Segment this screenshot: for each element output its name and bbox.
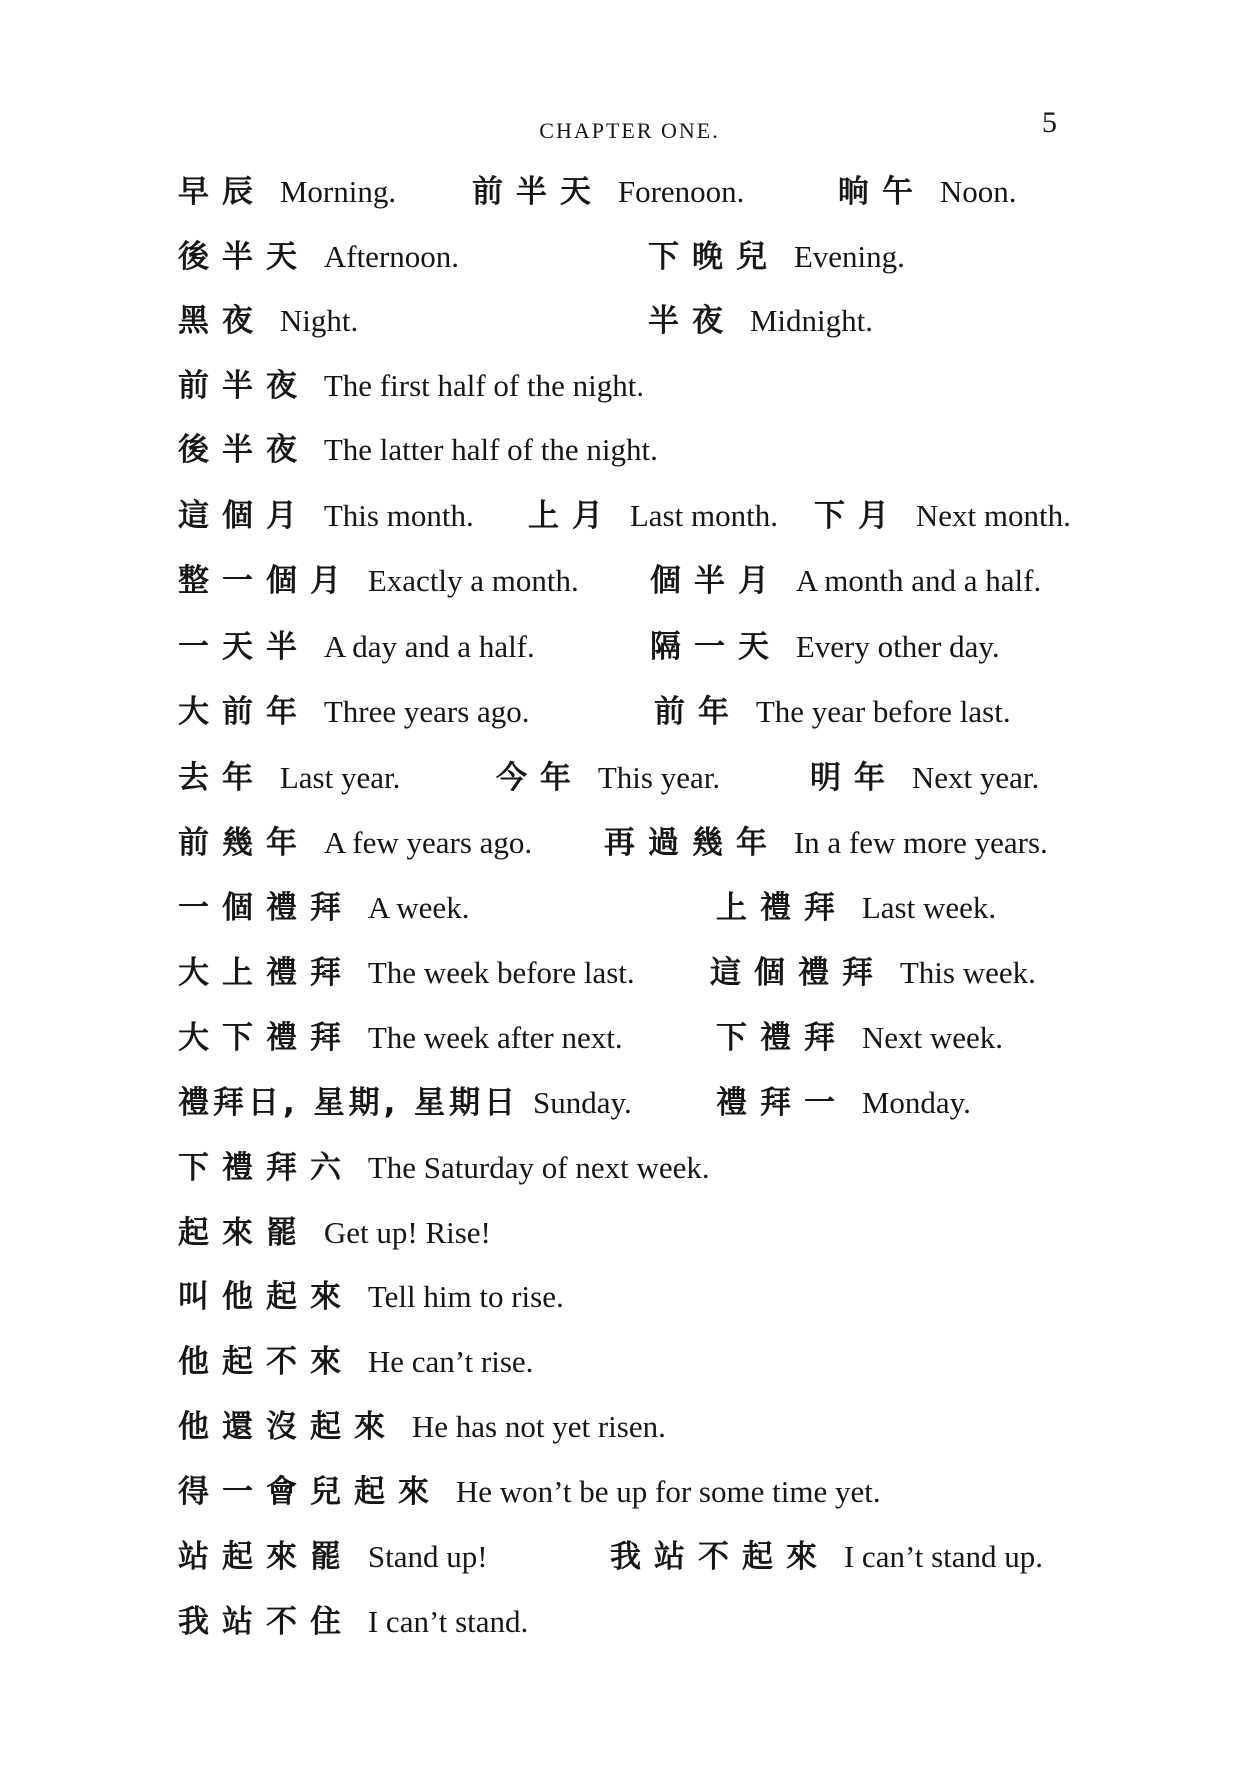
english-gloss: This month.	[323, 498, 474, 533]
vocab-entry	[178, 361, 644, 411]
chinese-term: 黑夜	[178, 303, 266, 339]
chinese-term: 站起來罷	[178, 1539, 354, 1575]
english-gloss: Morning.	[279, 174, 397, 209]
chinese-term: 下禮拜六	[178, 1150, 354, 1186]
vocab-entry	[178, 556, 579, 606]
chinese-term: 隔一天	[650, 629, 782, 665]
vocab-entry	[178, 167, 396, 217]
chinese-term: 明年	[810, 760, 898, 796]
english-gloss: In a few more years.	[793, 825, 1048, 860]
english-gloss: He has not yet risen.	[411, 1409, 666, 1444]
chinese-term: 我站不住	[178, 1604, 354, 1640]
chinese-term: 我站不起來	[610, 1539, 830, 1575]
vocab-entry	[650, 556, 1041, 606]
vocab-entry	[178, 1208, 491, 1258]
vocab-row	[0, 167, 1259, 217]
vocab-entry	[178, 232, 459, 282]
vocab-entry	[528, 491, 778, 541]
chinese-term: 一天半	[178, 629, 310, 665]
chinese-term: 整一個月	[178, 563, 354, 599]
chinese-term: 上禮拜	[716, 890, 848, 926]
english-gloss: Three years ago.	[323, 694, 530, 729]
vocab-row	[0, 1467, 1259, 1517]
vocab-entry	[178, 1597, 528, 1647]
vocab-row	[0, 1208, 1259, 1258]
vocab-entry	[178, 1402, 666, 1452]
vocab-entry	[178, 491, 474, 541]
english-gloss: Next month.	[915, 498, 1071, 533]
vocab-entry	[710, 948, 1036, 998]
page-number: 5	[1042, 106, 1057, 139]
vocab-entry	[178, 687, 530, 737]
english-gloss: Next year.	[911, 760, 1040, 795]
english-gloss: The week after next.	[367, 1020, 623, 1055]
chinese-term: 後半天	[178, 239, 310, 275]
chinese-term: 叫他起來	[178, 1279, 354, 1315]
english-gloss: Get up! Rise!	[323, 1215, 491, 1250]
chinese-term: 大上禮拜	[178, 955, 354, 991]
chinese-term: 前半天	[472, 174, 604, 210]
english-gloss: A week.	[367, 890, 470, 925]
chinese-term: 晌午	[838, 174, 926, 210]
vocab-entry	[604, 818, 1048, 868]
english-gloss: The latter half of the night.	[323, 432, 658, 467]
vocab-row	[0, 753, 1259, 803]
vocab-entry	[178, 1272, 564, 1322]
chinese-term: 今年	[496, 760, 584, 796]
english-gloss: A month and a half.	[795, 563, 1042, 598]
chinese-term: 禮拜日, 星期, 星期日	[178, 1085, 520, 1121]
english-gloss: Next week.	[861, 1020, 1004, 1055]
vocab-row	[0, 1337, 1259, 1387]
chinese-term: 得一會兒起來	[178, 1474, 442, 1510]
vocab-entry	[654, 687, 1011, 737]
english-gloss: Evening.	[793, 239, 905, 274]
vocab-row	[0, 948, 1259, 998]
vocab-row	[0, 361, 1259, 411]
vocab-row	[0, 491, 1259, 541]
vocab-row	[0, 296, 1259, 346]
vocab-row	[0, 556, 1259, 606]
vocab-row	[0, 1532, 1259, 1582]
chinese-term: 後半夜	[178, 432, 310, 468]
chinese-term: 他還沒起來	[178, 1409, 398, 1445]
vocab-entry	[610, 1532, 1043, 1582]
vocab-row	[0, 425, 1259, 475]
chinese-term: 大下禮拜	[178, 1020, 354, 1056]
english-gloss: Midnight.	[749, 303, 874, 338]
english-gloss: Forenoon.	[617, 174, 745, 209]
vocab-row	[0, 1078, 1259, 1128]
english-gloss: Last month.	[629, 498, 778, 533]
vocab-entry	[178, 1467, 881, 1517]
english-gloss: Afternoon.	[323, 239, 460, 274]
chinese-term: 他起不來	[178, 1344, 354, 1380]
english-gloss: He can’t rise.	[367, 1344, 534, 1379]
english-gloss: The year before last.	[755, 694, 1011, 729]
english-gloss: Monday.	[861, 1085, 971, 1120]
vocab-entry	[648, 232, 905, 282]
chinese-term: 這個禮拜	[710, 955, 886, 991]
chinese-term: 下月	[814, 498, 902, 534]
vocab-entry	[178, 883, 469, 933]
english-gloss: Sunday.	[533, 1085, 632, 1120]
vocab-entry	[716, 883, 996, 933]
vocab-entry	[178, 1143, 710, 1193]
english-gloss: The Saturday of next week.	[367, 1150, 710, 1185]
chinese-term: 前年	[654, 694, 742, 730]
chinese-term: 再過幾年	[604, 825, 780, 861]
english-gloss: Exactly a month.	[367, 563, 579, 598]
vocab-entry	[716, 1078, 971, 1128]
vocab-row	[0, 232, 1259, 282]
english-gloss: The week before last.	[367, 955, 635, 990]
english-gloss: I can’t stand.	[367, 1604, 529, 1639]
vocab-entry	[496, 753, 720, 803]
vocab-row	[0, 1272, 1259, 1322]
english-gloss: Night.	[279, 303, 359, 338]
english-gloss: He won’t be up for some time yet.	[455, 1474, 881, 1509]
chinese-term: 一個禮拜	[178, 890, 354, 926]
vocab-entry	[650, 622, 1000, 672]
english-gloss: Last week.	[861, 890, 997, 925]
running-head: CHAPTER ONE.	[539, 118, 720, 143]
vocab-row	[0, 818, 1259, 868]
chinese-term: 個半月	[650, 563, 782, 599]
vocab-entry	[810, 753, 1039, 803]
vocab-entry	[814, 491, 1071, 541]
vocab-entry	[178, 818, 532, 868]
vocab-row	[0, 883, 1259, 933]
english-gloss: A day and a half.	[323, 629, 535, 664]
vocab-row	[0, 687, 1259, 737]
english-gloss: The first half of the night.	[323, 368, 645, 403]
chinese-term: 下禮拜	[716, 1020, 848, 1056]
chinese-term: 禮拜一	[716, 1085, 848, 1121]
vocab-entry	[716, 1013, 1003, 1063]
vocab-entry	[178, 1078, 632, 1128]
vocab-entry	[178, 948, 635, 998]
vocab-row	[0, 1402, 1259, 1452]
chinese-term: 前幾年	[178, 825, 310, 861]
vocab-row	[0, 1143, 1259, 1193]
english-gloss: Tell him to rise.	[367, 1279, 564, 1314]
chinese-term: 半夜	[648, 303, 736, 339]
chinese-term: 起來罷	[178, 1215, 310, 1251]
vocab-row	[0, 1013, 1259, 1063]
vocab-entry	[472, 167, 744, 217]
vocab-entry	[178, 753, 400, 803]
english-gloss: Noon.	[939, 174, 1017, 209]
english-gloss: I can’t stand up.	[843, 1539, 1044, 1574]
chinese-term: 前半夜	[178, 368, 310, 404]
vocab-entry	[178, 425, 658, 475]
chinese-term: 大前年	[178, 694, 310, 730]
vocab-row	[0, 1597, 1259, 1647]
vocab-entry	[178, 1532, 488, 1582]
chinese-term: 去年	[178, 760, 266, 796]
english-gloss: A few years ago.	[323, 825, 533, 860]
english-gloss: Every other day.	[795, 629, 1000, 664]
vocab-entry	[178, 1013, 623, 1063]
vocab-entry	[648, 296, 873, 346]
chinese-term: 上月	[528, 498, 616, 534]
vocab-row	[0, 622, 1259, 672]
chinese-term: 早辰	[178, 174, 266, 210]
vocab-entry	[178, 622, 535, 672]
vocab-entry	[838, 167, 1017, 217]
chinese-term: 這個月	[178, 498, 310, 534]
vocab-entry	[178, 296, 358, 346]
chinese-term: 下晚兒	[648, 239, 780, 275]
english-gloss: This year.	[597, 760, 721, 795]
english-gloss: Stand up!	[367, 1539, 488, 1574]
vocab-entry	[178, 1337, 533, 1387]
english-gloss: Last year.	[279, 760, 401, 795]
english-gloss: This week.	[899, 955, 1036, 990]
